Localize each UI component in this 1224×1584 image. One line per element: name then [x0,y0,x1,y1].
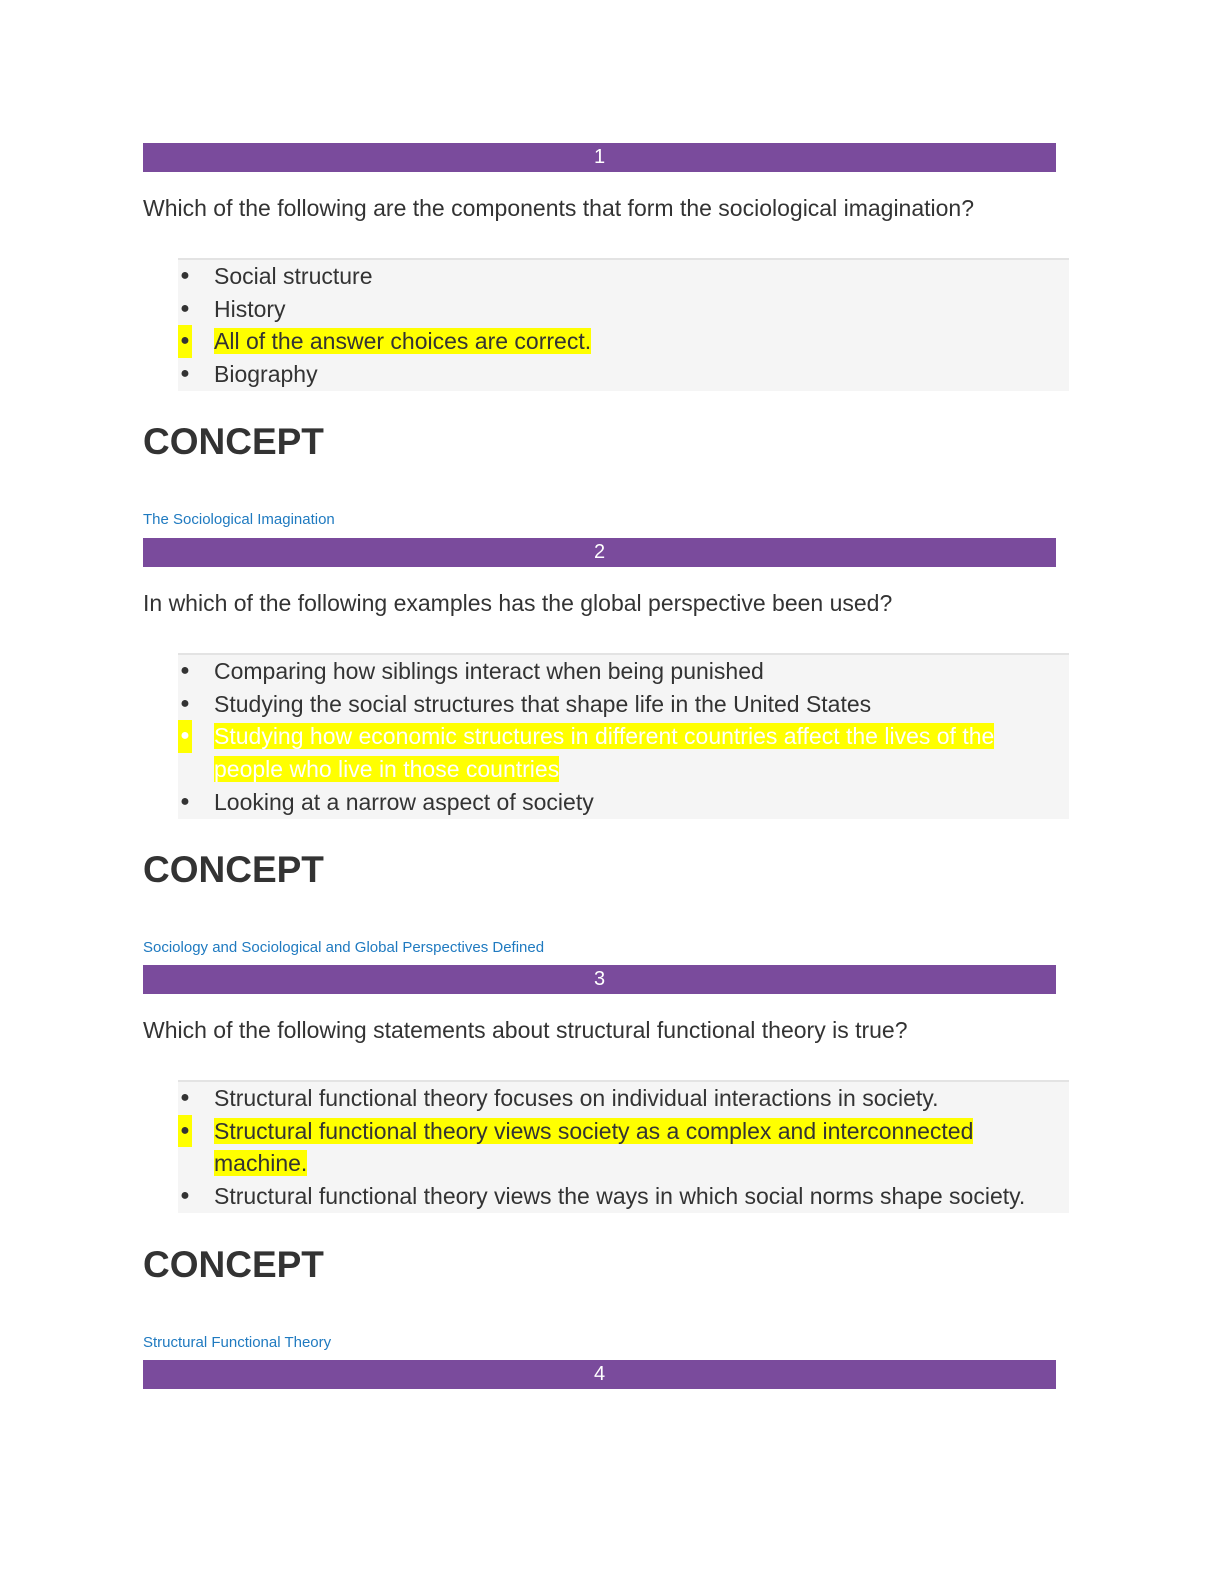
bullet-icon: ● [180,365,190,383]
answer-option[interactable] [178,1082,1069,1115]
concept-link[interactable]: The Sociological Imagination [143,511,335,528]
bullet-icon: ● [180,1089,190,1106]
bullet-icon: ● [178,325,192,358]
bullet-icon: ● [180,694,190,712]
answer-option-highlighted[interactable] [178,325,1069,358]
concept-link[interactable]: Structural Functional Theory [143,1334,332,1351]
option-label: Social structure [214,263,373,289]
option-label: Structural functional theory focuses on individual interactions in society. [214,1085,939,1111]
option-label: Structural functional theory views society as a complex and interconnected machine. [214,1117,974,1177]
concept-heading: CONCEPT [143,849,324,890]
answer-option[interactable] [178,655,1069,688]
answer-option-highlighted[interactable] [178,720,1069,785]
bullet-icon: ● [180,299,190,317]
answer-option[interactable] [178,1180,1069,1213]
answer-option[interactable] [178,786,1069,819]
answer-option[interactable] [178,358,1069,391]
answer-option[interactable] [178,293,1069,326]
question-number-bar: 2 [143,538,1056,567]
concept-heading: CONCEPT [143,421,324,462]
question-text: Which of the following statements about structural functional theory is true? [143,1017,908,1043]
bullet-icon: ● [180,662,190,679]
option-label: All of the answer choices are correct. [214,328,592,355]
bullet-icon: ● [178,1115,192,1148]
question-text: Which of the following are the components that form the sociological imagination? [143,195,975,221]
answer-option[interactable] [178,260,1069,293]
bullet-icon: ● [178,720,192,753]
question-text: In which of the following examples has the global perspective been used? [143,590,893,616]
answer-options [178,258,1069,391]
option-label: Comparing how siblings interact when being punished [214,658,764,684]
question-number-bar: 4 [143,1360,1056,1389]
option-label: History [214,295,286,322]
answer-option[interactable] [178,688,1069,721]
option-label: Biography [214,361,318,388]
option-label: Looking at a narrow aspect of society [214,788,594,815]
bullet-icon: ● [180,792,190,810]
option-label: Studying the social structures that shape life in the United States [214,690,872,717]
option-label: Studying how economic structures in different countries affect the lives of the people who live in those countries [214,723,995,783]
answer-option-highlighted[interactable] [178,1115,1069,1180]
bullet-icon: ● [180,1187,190,1205]
question-number-bar: 1 [143,143,1056,172]
answer-options [178,1080,1069,1213]
question-number-bar: 3 [143,965,1056,994]
answer-options [178,653,1069,819]
concept-link[interactable]: Sociology and Sociological and Global Perspectives Defined [143,939,545,956]
option-label: Structural functional theory views the ways in which social norms shape society. [214,1183,1026,1210]
bullet-icon: ● [180,267,190,284]
concept-heading: CONCEPT [143,1244,324,1285]
